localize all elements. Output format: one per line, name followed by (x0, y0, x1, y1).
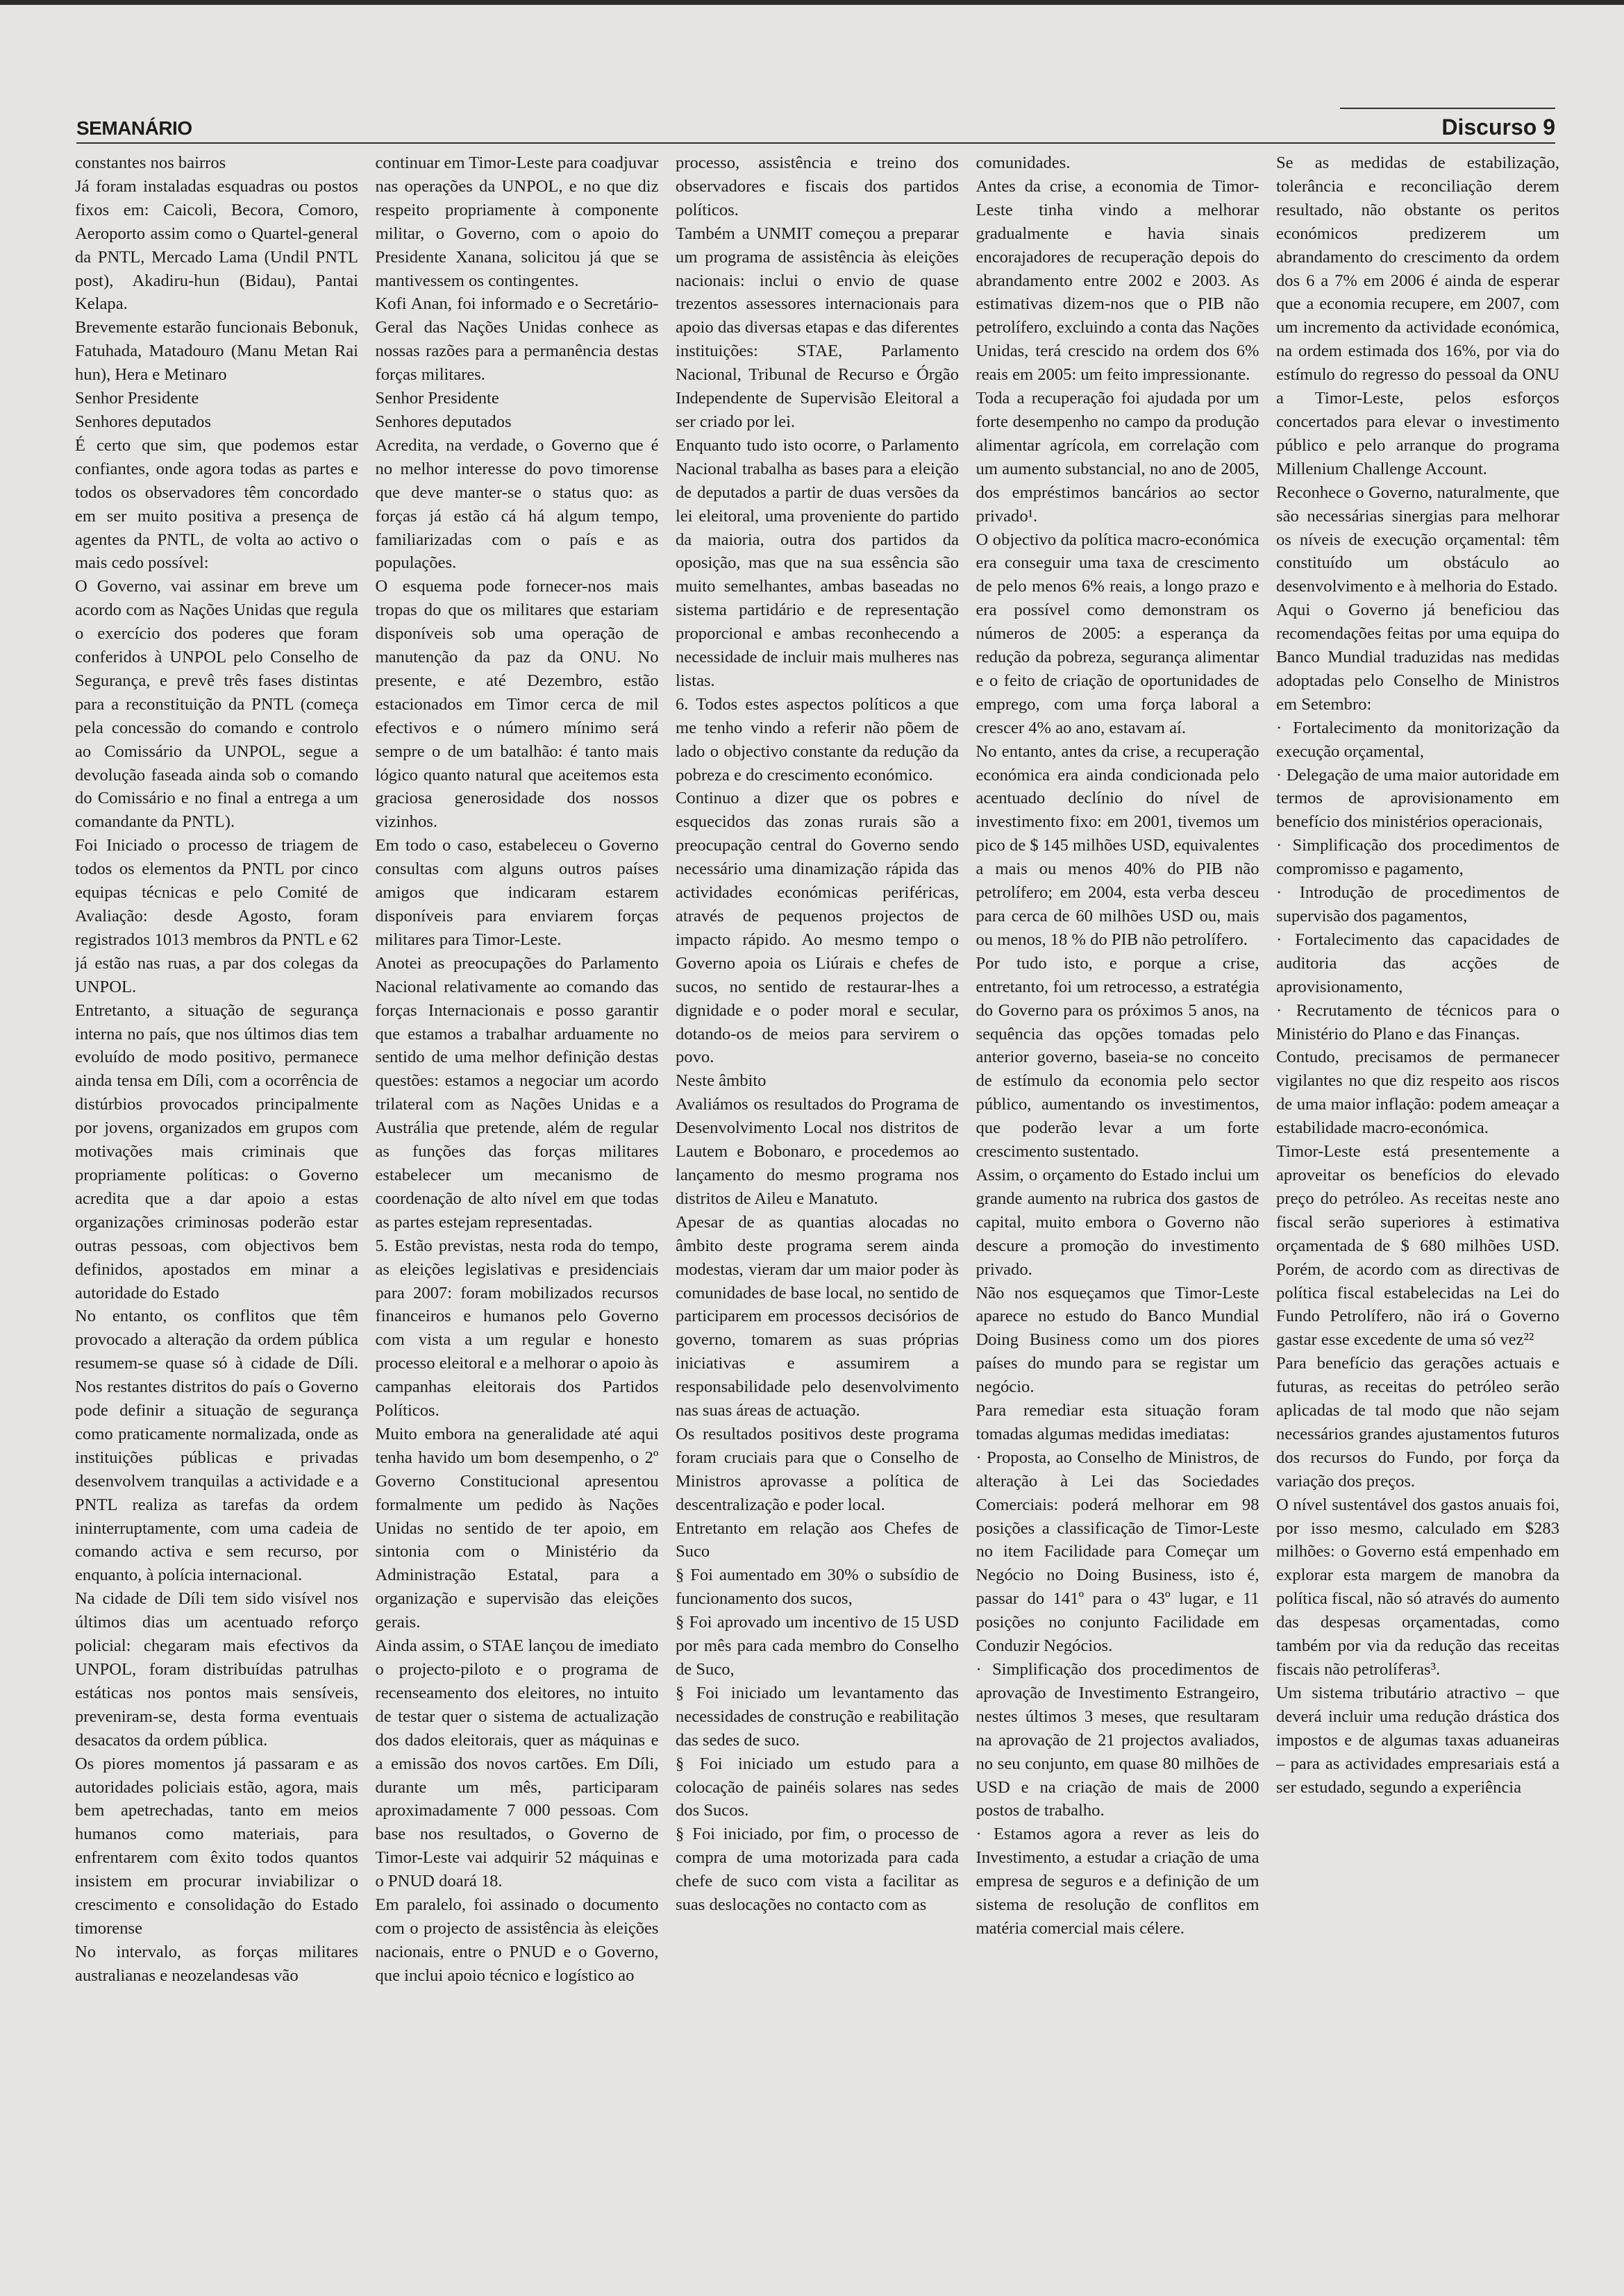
paragraph: Enquanto tudo isto ocorre, o Parlamento Nacional trabalha as bases para a eleição de deputados a partir de duas versões da lei eleitoral, uma proveniente do partido da maioria, outra dos partidos da oposição, mas que na sua essência são muito semelhantes, ambas baseadas no sistema partidário e de representação proporcional e ambas reconhecendo a necessidade de incluir mais mulheres nas listas. (676, 435, 959, 690)
paragraph: No intervalo, as forças militares australianas e neozelandesas vão (75, 1942, 358, 1985)
paragraph: constantes nos bairros (75, 153, 226, 172)
paragraph: · Proposta, ao Conselho de Ministros, de alteração à Lei das Sociedades Comerciais: poderá melhorar em 98 posições a classificação de Timor-Leste no item Facilidade para Começar um Negócio no Doing Business, isto é, passar do 141º para o 43º lugar, e 11 posições no conjunto Facilidade em Conduzir Negócios. (976, 1448, 1259, 1656)
page-header (76, 115, 1555, 142)
paragraph: O Governo, vai assinar em breve um acordo com as Nações Unidas que regula o exercício dos poderes que foram conferidos à UNPOL pelo Conselho de Segurança, e prevê três fases distintas para a reconstituição da PNTL (começa pela concessão do comando e controlo ao Comissário da UNPOL, segue a devolução faseada ainda sob o comando do Comissário e no final a entrega a um comandante da PNTL). (75, 577, 358, 832)
paragraph: § Foi iniciado, por fim, o processo de compra de uma motorizada para cada chefe de suco com vista a facilitar as suas deslocações no contacto com as (676, 1825, 959, 1915)
text-column-5 (1276, 151, 1559, 2248)
paragraph: Timor-Leste está presentemente a aproveitar os benefícios do elevado preço do petróleo. As receitas neste ano fiscal serão superiores à estimativa orçamentada de $ 680 milhões USD. Porém, de acordo com as directivas de política fiscal estabelecidas na Lei do Fundo Petrolífero, não irá o Governo gastar esse excedente de uma só vez²² (1276, 1142, 1559, 1350)
paragraph: 5. Estão previstas, nesta roda do tempo, as eleições legislativas e presidenciais para 2007: foram mobilizados recursos financeiros e humanos pelo Governo com vista a um regular e honesto processo eleitoral e a melhorar o apoio às campanhas eleitorais dos Partidos Políticos. (375, 1236, 659, 1421)
paragraph: É certo que sim, que podemos estar confiantes, onde agora todas as partes e todos os observadores têm concordado em ser muito positiva a presença de agentes da PNTL, de volta ao activo o mais cedo possível: (75, 435, 358, 573)
publication-name: SEMANÁRIO (76, 117, 192, 139)
text-column-1 (75, 151, 358, 2248)
paragraph: Anotei as preocupações do Parlamento Nacional relativamente ao comando das forças Internacionais e posso garantir que estamos a trabalhar arduamente no sentido de uma melhor definição destas questões: estamos a negociar um acordo trilateral com as Nações Unidas e a Austrália que pretende, além de regular as funções das forças militares estabelecer um mecanismo de coordenação de alto nível em que todas as partes estejam representadas. (375, 953, 659, 1232)
paragraph: Muito embora na generalidade até aqui tenha havido um bom desempenho, o 2º Governo Constitucional apresentou formalmente um pedido às Nações Unidas no sentido de ter apoio, em sintonia com o Ministério da Administração Estatal, para a organização e supervisão das eleições gerais. (375, 1424, 659, 1632)
paragraph: Kofi Anan, foi informado e o Secretário-Geral das Nações Unidas conhece as nossas razões para a permanência destas forças militares. (375, 294, 659, 385)
paragraph: § Foi iniciado um estudo para a colocação de painéis solares nas sedes dos Sucos. (676, 1754, 959, 1820)
text-column-4 (976, 151, 1259, 2248)
paragraph: Antes da crise, a economia de Timor-Leste tinha vindo a melhorar gradualmente e havia sinais encorajadores de recuperação depois do abrandamento entre 2002 e 2003. As estimativas dizem-nos que o PIB não petrolífero, excluindo a conta das Nações Unidas, terá crescido na ordem dos 6% reais em 2005: um feito impressionante. (976, 176, 1259, 385)
paragraph: Aqui o Governo já beneficiou das recomendações feitas por uma equipa do Banco Mundial traduzidas nas medidas adoptadas pelo Conselho de Ministros em Setembro: (1276, 601, 1559, 714)
paragraph: · Simplificação dos procedimentos de aprovação de Investimento Estrangeiro, nestes últimos 3 meses, que resultaram na aprovação de 21 projectos avaliados, no seu conjunto, em quase 80 milhões de USD e na criação de mais de 2000 postos de trabalho. (976, 1660, 1259, 1820)
paragraph: Brevemente estarão funcionais Bebonuk, Fatuhada, Matadouro (Manu Metan Rai hun), Hera e Metinaro (75, 318, 358, 385)
paragraph: § Foi iniciado um levantamento das necessidades de construção e reabilitação das sedes de suco. (676, 1683, 959, 1750)
paragraph: No entanto, os conflitos que têm provocado a alteração da ordem pública resumem-se quase só à cidade de Díli. Nos restantes distritos do país o Governo pode definir a situação de segurança como praticamente normalizada, onde as instituições públicas e privadas desenvolvem tranquilas a actividade e a PNTL realiza as tarefas da ordem ininterruptamente, com uma cadeia de comando activa e sem recurso, por enquanto, à polícia internacional. (75, 1307, 358, 1585)
paragraph: Neste âmbito (676, 1071, 767, 1091)
paragraph: Para benefício das gerações actuais e futuras, as receitas do petróleo serão aplicadas de tal modo que não sejam necessários grandes ajustamentos futuros dos recursos do Fundo, por força da variação dos preços. (1276, 1354, 1559, 1491)
paragraph: · Delegação de uma maior autoridade em termos de aprovisionamento em benefício dos ministérios operacionais, (1276, 765, 1559, 832)
paragraph: · Estamos agora a rever as leis do Investimento, a estudar a criação de uma empresa de seguros e a definição de um sistema de resolução de conflitos em matéria comercial mais célere. (976, 1825, 1259, 1938)
paragraph: Já foram instaladas esquadras ou postos fixos em: Caicoli, Becora, Comoro, Aeroporto assim como o Quartel-general da PNTL, Mercado Lama (Undil PNTL post), Akadiru-hun (Bidau), Pantai Kelapa. (75, 176, 358, 314)
paragraph: Avaliámos os resultados do Programa de Desenvolvimento Local nos distritos de Lautem e Bobonaro, e procedemos ao lançamento do mesmo programa nos distritos de Aileu e Manatuto. (676, 1095, 959, 1208)
paragraph: · Fortalecimento das capacidades de auditoria das acções de aprovisionamento, (1276, 930, 1559, 996)
paragraph: Toda a recuperação foi ajudada por um forte desempenho no campo da produção alimentar agrícola, em correlação com um aumento substancial, no ano de 2005, dos empréstimos bancários ao sector privado¹. (976, 389, 1259, 526)
paragraph: No entanto, antes da crise, a recuperação económica era ainda condicionada pelo acentuado declínio do nível de investimento fixo: em 2001, tivemos um pico de $ 145 milhões USD, equivalentes a mais ou menos 40% do PIB não petrolífero; em 2004, esta verba desceu para cerca de 60 milhões USD ou, mais ou menos, 18 % do PIB não petrolífero. (976, 741, 1259, 949)
paragraph: Apesar de as quantias alocadas no âmbito deste programa serem ainda modestas, vieram dar um maior poder às comunidades de base local, no sentido de participarem em processos decisórios de governo, tomarem as suas próprias iniciativas e assumirem a responsabilidade pelo desenvolvimento nas suas áreas de actuação. (676, 1212, 959, 1421)
paragraph: Contudo, precisamos de permanecer vigilantes no que diz respeito aos riscos de uma maior inflação: podem ameaçar a estabilidade macro-económica. (1276, 1048, 1559, 1138)
section-rule (1340, 108, 1555, 109)
paragraph: Um sistema tributário atractivo – que deverá incluir uma redução drástica dos impostos e de algumas taxas aduaneiras – para as actividades empresariais está a ser estudado, segundo a experiência (1276, 1683, 1559, 1797)
paragraph: Entretanto em relação aos Chefes de Suco (676, 1518, 959, 1561)
paragraph: Continuo a dizer que os pobres e esquecidos das zonas rurais são a preocupação central do Governo sendo necessário uma dinamização rápida das actividades económicas periféricas, através de pequenos projectos de impacto rápido. Ao mesmo tempo o Governo apoia os Liúrais e chefes de sucos, no sentido de restaurar-lhes a dignidade e o poder moral e secular, dotando-os de meios para servirem o povo. (676, 789, 959, 1067)
paragraph: continuar em Timor-Leste para coadjuvar nas operações da UNPOL, e no que diz respeito propriamente à componente militar, o Governo, com o apoio do Presidente Xanana, solicitou já que se mantivessem os contingentes. (375, 153, 659, 290)
text-column-3 (676, 151, 959, 2248)
paragraph: Senhores deputados (75, 412, 212, 431)
paragraph: 6. Todos estes aspectos políticos a que me tenho vindo a referir não põem de lado o objectivo constante da redução da pobreza e do crescimento económico. (676, 694, 959, 785)
top-page-rule (0, 0, 1624, 5)
paragraph: Acredita, na verdade, o Governo que é no melhor interesse do povo timorense que deve manter-se o status quo: as forças já estão cá há algum tempo, familiarizadas com o país e as populações. (375, 435, 659, 573)
paragraph: Entretanto, a situação de segurança interna no país, que nos últimos dias tem evoluído de modo positivo, permanece ainda tensa em Díli, com a ocorrência de distúrbios provocados principalmente por jovens, organizados em grupos com motivações mais criminais que propriamente políticas: o Governo acredita que a dar apoio a estas organizações criminosas poderão estar outras pessoas, com objectivos bem definidos, apostados em minar a autoridade do Estado (75, 1000, 358, 1302)
paragraph: comunidades. (976, 153, 1071, 172)
paragraph: Se as medidas de estabilização, tolerância e reconciliação derem resultado, não obstante os peritos económicos predizerem um abrandamento do crescimento da ordem dos 6 a 7% em 2006 é ainda de esperar que a economia recupere, em 2007, com um incremento da actividade económica, na ordem estimada dos 16%, por via do estímulo do regresso do pessoal da ONU a Timor-Leste, pelos esforços concertados para elevar o investimento público e pelo arranque do programa Millenium Challenge Account. (1276, 153, 1559, 478)
paragraph: Senhor Presidente (75, 389, 199, 408)
paragraph: · Recrutamento de técnicos para o Ministério do Plano e das Finanças. (1276, 1000, 1559, 1044)
paragraph: processo, assistência e treino dos observadores e fiscais dos partidos políticos. (676, 153, 959, 219)
paragraph: Foi Iniciado o processo de triagem de todos os elementos da PNTL por cinco equipas técnicas e pelo Comité de Avaliação: desde Agosto, foram registrados 1013 membros da PNTL e 62 já estão nas ruas, a par dos colegas da UNPOL. (75, 836, 358, 996)
paragraph: Reconhece o Governo, naturalmente, que são necessárias sinergias para melhorar os níveis de execução orçamental: têm constituído um obstáculo ao desenvolvimento e à melhoria do Estado. (1276, 483, 1559, 596)
paragraph: Assim, o orçamento do Estado inclui um grande aumento na rubrica dos gastos de capital, muito embora o Governo não descure a promoção do investimento privado. (976, 1165, 1259, 1279)
paragraph: § Foi aumentado em 30% o subsídio de funcionamento dos sucos, (676, 1566, 959, 1609)
paragraph: O nível sustentável dos gastos anuais foi, por isso mesmo, calculado em $283 milhões: o Governo está empenhado em explorar esta margem de manobra da política fiscal, não só através do aumento das despesas orçamentadas, como também por via da redução das receitas fiscais não petrolíferas³. (1276, 1495, 1559, 1679)
paragraph: Os resultados positivos deste programa foram cruciais para que o Conselho de Ministros aprovasse a política de descentralização e poder local. (676, 1424, 959, 1514)
paragraph: Em todo o caso, estabeleceu o Governo consultas com alguns outros países amigos que indicaram estarem disponíveis para enviarem forças militares para Timor-Leste. (375, 836, 659, 949)
paragraph: Ainda assim, o STAE lançou de imediato o projecto-piloto e o programa de recenseamento dos eleitores, no intuito de testar quer o sistema de actualização dos dados eleitorais, quer as máquinas e a emissão dos novos cartões. Em Díli, durante um mês, participaram aproximadamente 7 000 pessoas. Com base nos resultados, o Governo de Timor-Leste vai adquirir 52 máquinas e o PNUD doará 18. (375, 1636, 659, 1891)
text-column-2 (376, 151, 659, 2248)
paragraph: Não nos esqueçamos que Timor-Leste aparece no estudo do Banco Mundial Doing Business como um dos piores países do mundo para se registar um negócio. (976, 1283, 1259, 1397)
paragraph: Na cidade de Díli tem sido visível nos últimos dias um acentuado reforço policial: chegaram mais efectivos da UNPOL, foram distribuídas patrulhas estáticas nos pontos mais sensíveis, preveniram-se, desta forma eventuais desacatos da ordem pública. (75, 1589, 358, 1750)
paragraph: Senhores deputados (375, 412, 512, 431)
header-rule (76, 142, 1555, 144)
paragraph: Também a UNMIT começou a preparar um programa de assistência às eleições nacionais: inclui o envio de quase trezentos assessores internacionais para apoio das diversas etapas e das diferentes instituições: STAE, Parlamento Nacional, Tribunal de Recurso e Órgão Independente de Supervisão Eleitoral a ser criado por lei. (676, 224, 959, 431)
paragraph: · Simplificação dos procedimentos de compromisso e pagamento, (1276, 836, 1559, 879)
article-columns (75, 151, 1559, 2248)
paragraph: Os piores momentos já passaram e as autoridades policiais estão, agora, mais bem apetrechadas, tanto em meios humanos como materiais, para enfrentarem com êxito todos quantos insistem em procurar inviabilizar o crescimento e consolidação do Estado timorense (75, 1754, 358, 1938)
paragraph: Em paralelo, foi assinado o documento com o projecto de assistência às eleições nacionais, entre o PNUD e o Governo, que inclui apoio técnico e logístico ao (375, 1895, 659, 1985)
section-page-label: Discurso 9 (1441, 115, 1555, 140)
paragraph: Senhor Presidente (375, 389, 499, 408)
paragraph: § Foi aprovado um incentivo de 15 USD por mês para cada membro do Conselho de Suco, (676, 1613, 959, 1679)
paragraph: · Introdução de procedimentos de supervisão dos pagamentos, (1276, 883, 1559, 925)
paragraph: · Fortalecimento da monitorização da execução orçamental, (1276, 718, 1559, 761)
paragraph: O objectivo da política macro-económica era conseguir uma taxa de crescimento de pelo menos 6% reais, a longo prazo e era possível como demonstram os números de 2005: a esperança da redução da pobreza, segurança alimentar e o feito de criação de oportunidades de emprego, com uma força laboral a crescer 4% ao ano, estavam aí. (976, 530, 1259, 737)
paragraph: O esquema pode fornecer-nos mais tropas do que os militares que estariam disponíveis sob uma operação de manutenção da paz da ONU. No presente, e até Dezembro, estão estacionados em Timor cerca de mil efectivos e o número mínimo será sempre o de um batalhão: é tanto mais lógico quanto natural que aceitemos esta graciosa generosidade dos nossos vizinhos. (375, 577, 659, 832)
paragraph: Para remediar esta situação foram tomadas algumas medidas imediatas: (976, 1401, 1259, 1443)
paragraph: Por tudo isto, e porque a crise, entretanto, foi um retrocesso, a estratégia do Governo para os próximos 5 anos, na sequência das opções tomadas pelo anterior governo, baseia-se no conceito de estímulo da economia pelo sector público, aumentando os investimentos, que poderão levar a um forte crescimento sustentado. (976, 953, 1259, 1162)
